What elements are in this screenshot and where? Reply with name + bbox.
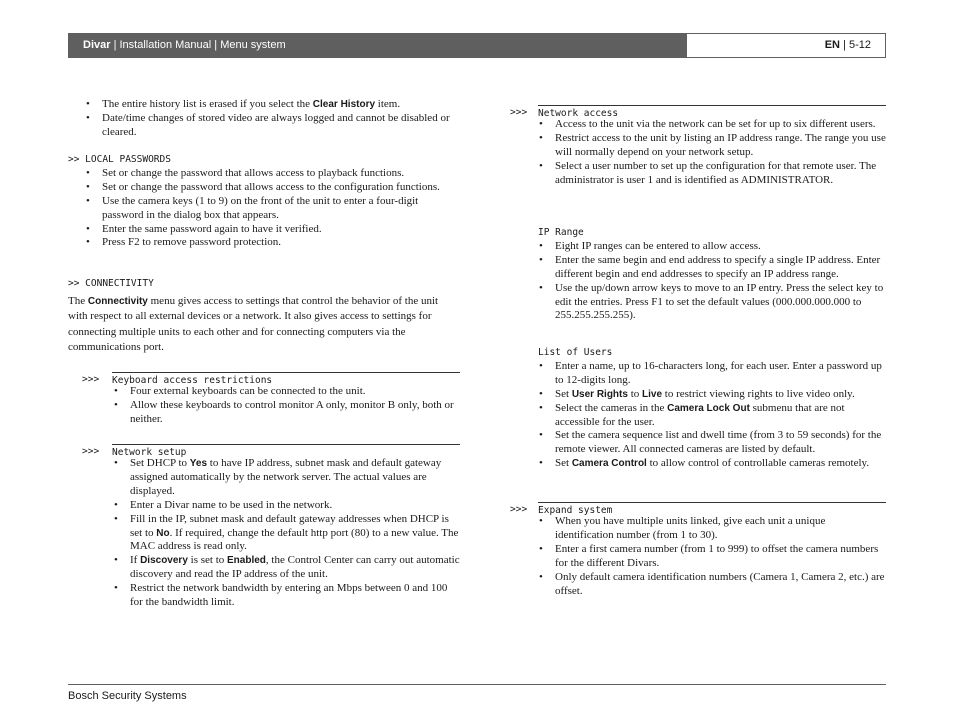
list-item: • When you have multiple units linked, give each unit a unique identification number (from 1 to 30). <box>535 515 886 543</box>
list-item: • Restrict access to the unit by listing an IP address range. The range you use will normally depend on your network setup. <box>535 132 886 160</box>
header-lang: EN <box>824 39 840 51</box>
list-item: • Set DHCP to Yes to have IP address, subnet mask and default gateway assigned automatically by the network server. The actual values are displayed. <box>110 457 460 499</box>
network-setup-list <box>110 457 460 610</box>
list-item: • Press F2 to remove password protection. <box>82 236 460 250</box>
local-passwords-list <box>82 167 460 250</box>
list-item: • Eight IP ranges can be entered to allow access. <box>535 240 886 254</box>
connectivity-paragraph: The Connectivity menu gives access to settings that control the behavior of the unit with respect to all external devices or a network. It also gives access to settings for connecting multiple units to each other and for connecting computers via the communications port. <box>68 294 439 353</box>
section-heading: >>> Keyboard access restrictions <box>82 371 460 385</box>
list-item: • If Discovery is set to Enabled, the Control Center can carry out automatic discovery and read the IP address of the unit. <box>110 554 460 582</box>
list-item: • Set User Rights to Live to restrict viewing rights to live video only. <box>535 388 886 402</box>
section-heading: >> LOCAL PASSWORDS <box>68 154 171 165</box>
list-item: • Select a user number to set up the configuration for that remote user. The administrator is user 1 and is identified as ADMINISTRATOR. <box>535 160 886 188</box>
ip-range-section <box>538 226 886 323</box>
section-heading: >>> Expand system <box>510 501 886 515</box>
network-access-list <box>535 118 886 188</box>
list-item: • Date/time changes of stored video are always logged and cannot be disabled or cleared. <box>82 112 460 140</box>
list-item: • Only default camera identification numbers (Camera 1, Camera 2, etc.) are offset. <box>535 571 886 599</box>
list-item: • Enter a first camera number (from 1 to 999) to offset the camera numbers for the different Divars. <box>535 543 886 571</box>
list-of-users-section <box>538 346 886 471</box>
network-access-section <box>510 104 886 188</box>
list-item: • Enter a Divar name to be used in the network. <box>110 499 460 513</box>
footer-company: Bosch Security Systems <box>68 690 187 702</box>
connectivity-section <box>68 277 460 355</box>
list-item: • Fill in the IP, subnet mask and default gateway addresses when DHCP is set to No. If required, change the default http port (80) to a new value. The MAC address is read only. <box>110 513 460 555</box>
list-item: • Set or change the password that allows access to playback functions. <box>82 167 460 181</box>
header-page-box <box>686 33 886 58</box>
header-page-number: | 5-12 <box>840 39 871 51</box>
section-heading: List of Users <box>538 347 613 358</box>
list-item: • Set or change the password that allows access to the configuration functions. <box>82 181 460 195</box>
list-item: • Select the cameras in the Camera Lock Out submenu that are not accessible for the user. <box>535 402 886 430</box>
list-item: • Set Camera Control to allow control of controllable cameras remotely. <box>535 457 886 471</box>
ip-range-list <box>535 240 886 323</box>
network-setup-section <box>82 443 460 610</box>
history-list <box>82 98 460 140</box>
list-item: • Enter the same begin and end address to specify a single IP address. Enter different begin and end addresses to specify an IP address range. <box>535 254 886 282</box>
section-heading: >>> Network setup <box>82 443 460 457</box>
section-heading: >> CONNECTIVITY <box>68 278 154 289</box>
local-passwords-section <box>68 153 460 250</box>
keyboard-section <box>82 371 460 427</box>
list-item: • Allow these keyboards to control monitor A only, monitor B only, both or neither. <box>110 399 460 427</box>
keyboard-list <box>110 385 460 427</box>
footer-rule <box>68 684 886 685</box>
list-item: • Enter a name, up to 16-characters long, for each user. Enter a password up to 12-digits long. <box>535 360 886 388</box>
list-item: • The entire history list is erased if you select the Clear History item. <box>82 98 460 112</box>
header-title: | Installation Manual | Menu system <box>110 39 286 51</box>
list-item: • Use the up/down arrow keys to move to an IP entry. Press the select key to edit the entries. Press F1 to set the default values (000.000.000.000 to 255.255.255.255). <box>535 282 886 324</box>
left-column <box>82 98 460 140</box>
users-list <box>535 360 886 471</box>
list-item: • Set the camera sequence list and dwell time (from 3 to 59 seconds) for the remote viewer. All connected cameras are listed by default. <box>535 429 886 457</box>
section-heading: IP Range <box>538 227 584 238</box>
list-item: • Use the camera keys (1 to 9) on the front of the unit to enter a four-digit password in the dialog box that appears. <box>82 195 460 223</box>
list-item: • Restrict the network bandwidth by entering an Mbps between 0 and 100 for the bandwidth limit. <box>110 582 460 610</box>
list-item: • Enter the same password again to have it verified. <box>82 223 460 237</box>
expand-system-list <box>535 515 886 598</box>
header-brand: Divar <box>83 39 111 51</box>
expand-system-section <box>510 501 886 598</box>
list-item: • Access to the unit via the network can be set for up to six different users. <box>535 118 886 132</box>
section-heading: >>> Network access <box>510 104 886 118</box>
page-header <box>68 33 886 58</box>
list-item: • Four external keyboards can be connected to the unit. <box>110 385 460 399</box>
header-title-bar <box>68 33 686 58</box>
